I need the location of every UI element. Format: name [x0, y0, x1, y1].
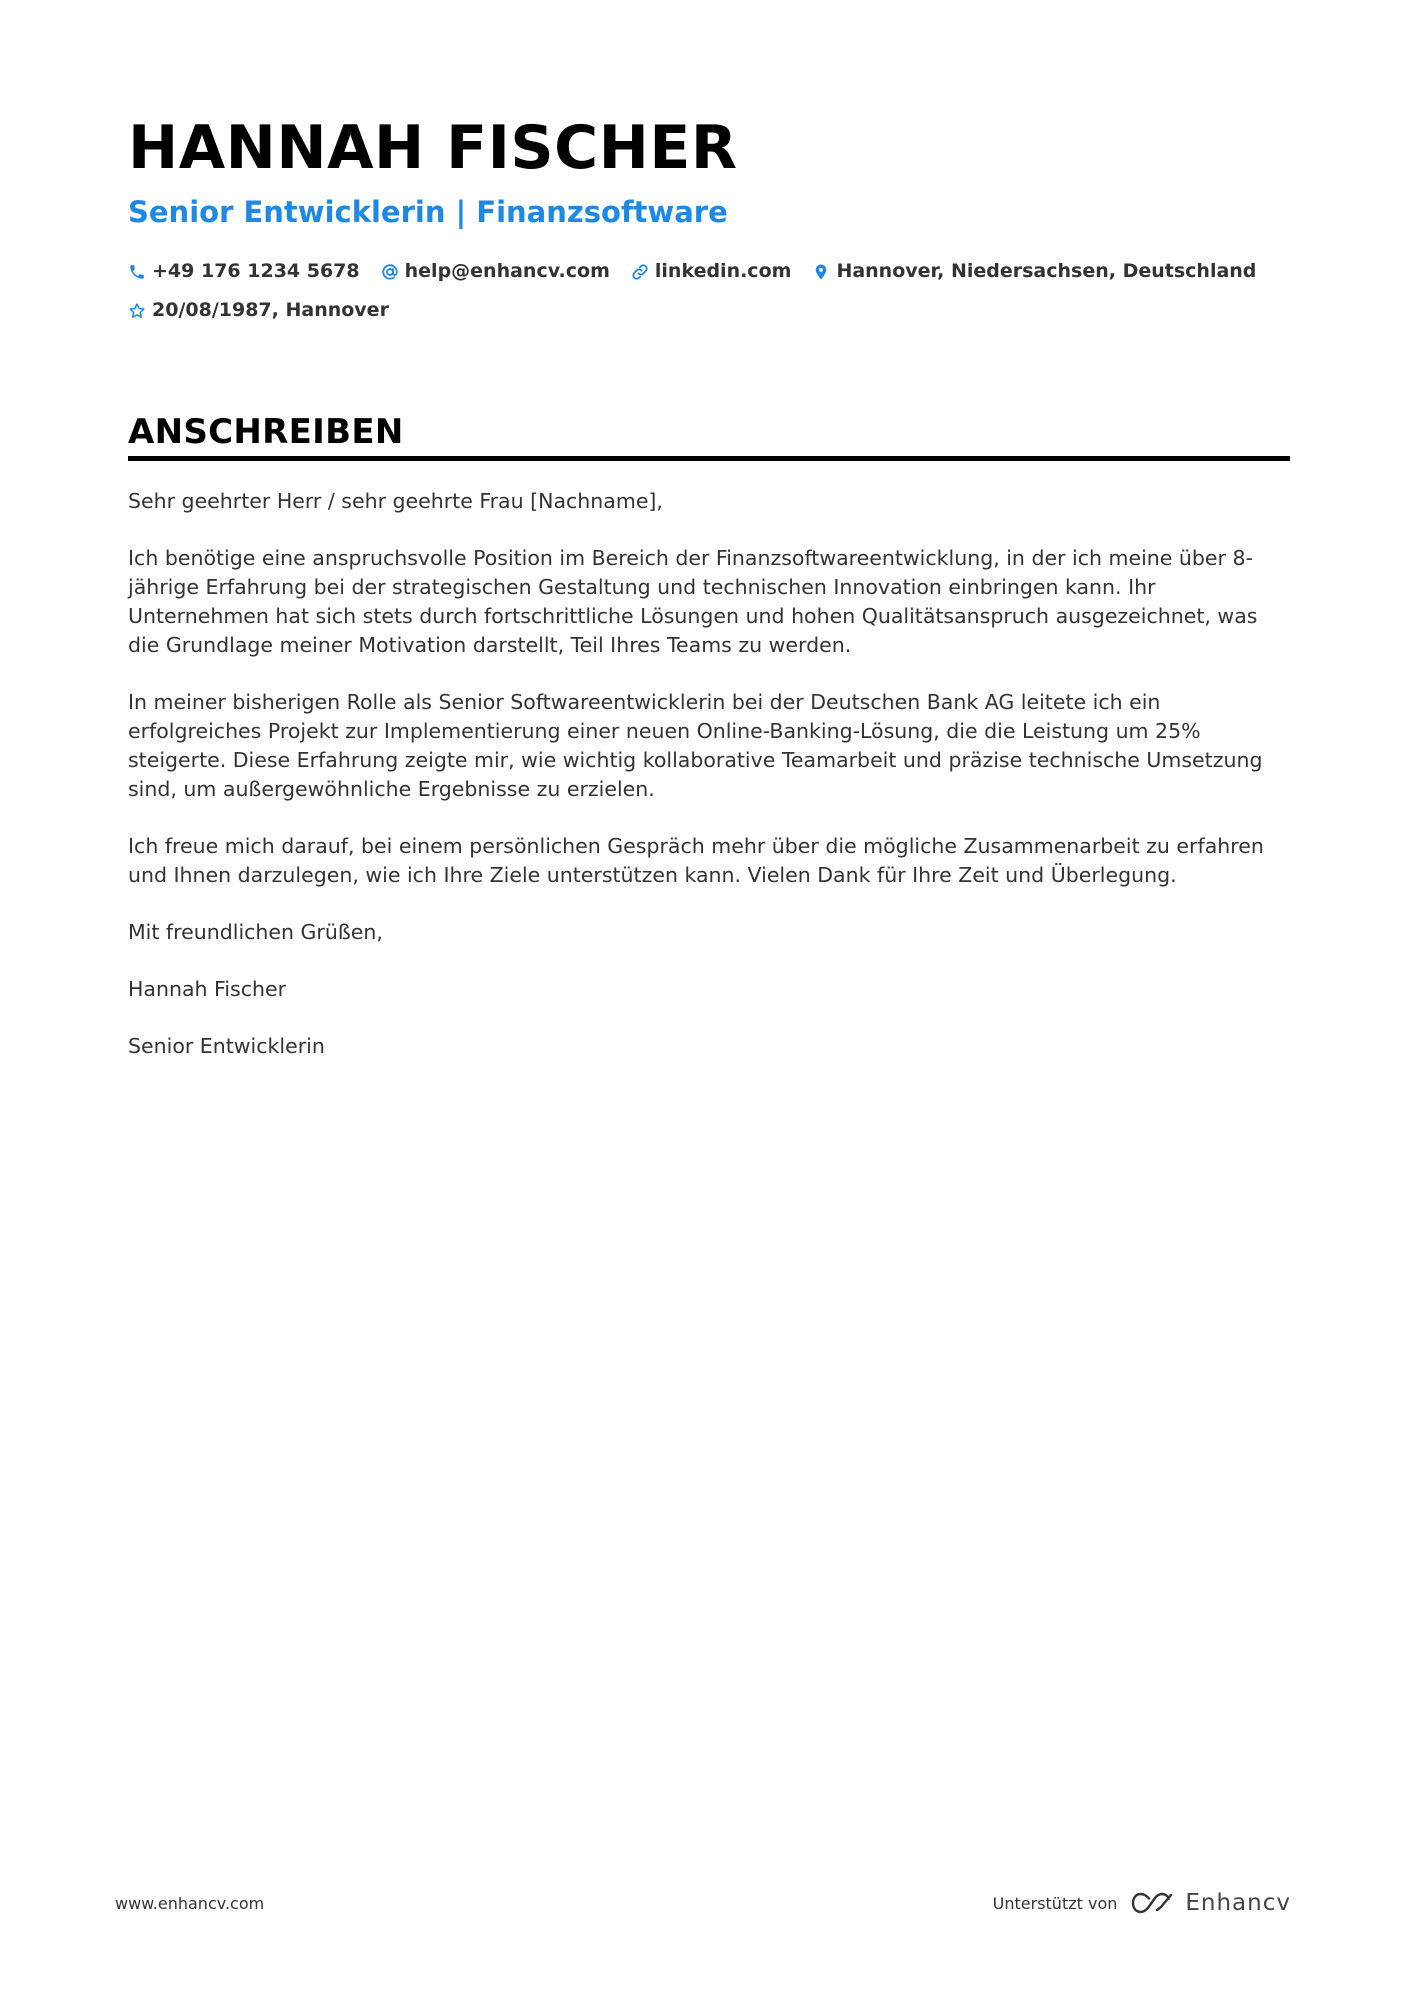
letter-paragraph-1: Ich benötige eine anspruchsvolle Position im Bereich der Finanzsoftwareentwicklung, in der ich meine über 8-jährige Erfahrung bei der strategischen Gestaltung und technischen Innovation einbringen kann. Ihr Unternehmen hat sich stets durch fortschrittliche Lösungen und hohen Qualitätsanspruch ausgezeichnet, was die Grundlage meiner Motivation darstellt, Teil Ihres Teams zu werden. [128, 546, 1258, 657]
closing: Mit freundlichen Grüßen, [128, 920, 383, 944]
letter-paragraph-3: Ich freue mich darauf, bei einem persönlichen Gespräch mehr über die mögliche Zusammenarbeit zu erfahren und Ihnen darzulegen, wie ich Ihre Ziele unterstützen kann. Vielen Dank für Ihre Zeit und Überlegung. [128, 834, 1264, 887]
contact-info [128, 252, 1290, 330]
footer-branding[interactable] [993, 1890, 1291, 1916]
location-text: Hannover, Niedersachsen, Deutschland [836, 260, 1257, 282]
enhancv-logo-icon [1129, 1890, 1175, 1916]
applicant-name: HANNAH FISCHER [128, 113, 738, 183]
phone-text: +49 176 1234 5678 [152, 260, 360, 282]
cover-letter-page [128, 108, 1290, 1089]
signature-name: Hannah Fischer [128, 977, 287, 1001]
contact-phone[interactable] [128, 252, 360, 291]
contact-location [812, 252, 1256, 291]
email-text: help@enhancv.com [404, 260, 610, 282]
job-title: Senior Entwicklerin | Finanzsoftware [128, 195, 728, 229]
brand-name: Enhancv [1185, 1890, 1291, 1916]
contact-birth [128, 291, 389, 330]
salutation: Sehr geehrter Herr / sehr geehrte Frau [Nachname], [128, 489, 663, 513]
star-icon [128, 302, 146, 320]
footer-website[interactable]: www.enhancv.com [115, 1894, 265, 1913]
link-icon [631, 263, 649, 281]
location-pin-icon [812, 263, 830, 281]
powered-by-text: Unterstützt von [992, 1893, 1118, 1913]
linkedin-text: linkedin.com [654, 260, 792, 282]
section-title: ANSCHREIBEN [128, 410, 1290, 461]
letter-body [128, 487, 1290, 1061]
contact-linkedin[interactable] [631, 252, 792, 291]
signature-title: Senior Entwicklerin [128, 1034, 325, 1058]
phone-icon [128, 263, 146, 281]
contact-email[interactable] [381, 252, 610, 291]
letter-paragraph-2: In meiner bisherigen Rolle als Senior Softwareentwicklerin bei der Deutschen Bank AG leitete ich ein erfolgreiches Projekt zur Implementierung einer neuen Online-Banking-Lösung, die die Leistung um 25% steigerte. Diese Erfahrung zeigte mir, wie wichtig kollaborative Teamarbeit und präzise technische Umsetzung sind, um außergewöhnliche Ergebnisse zu erzielen. [128, 690, 1263, 801]
birth-text: 20/08/1987, Hannover [152, 299, 389, 321]
at-icon [381, 263, 399, 281]
